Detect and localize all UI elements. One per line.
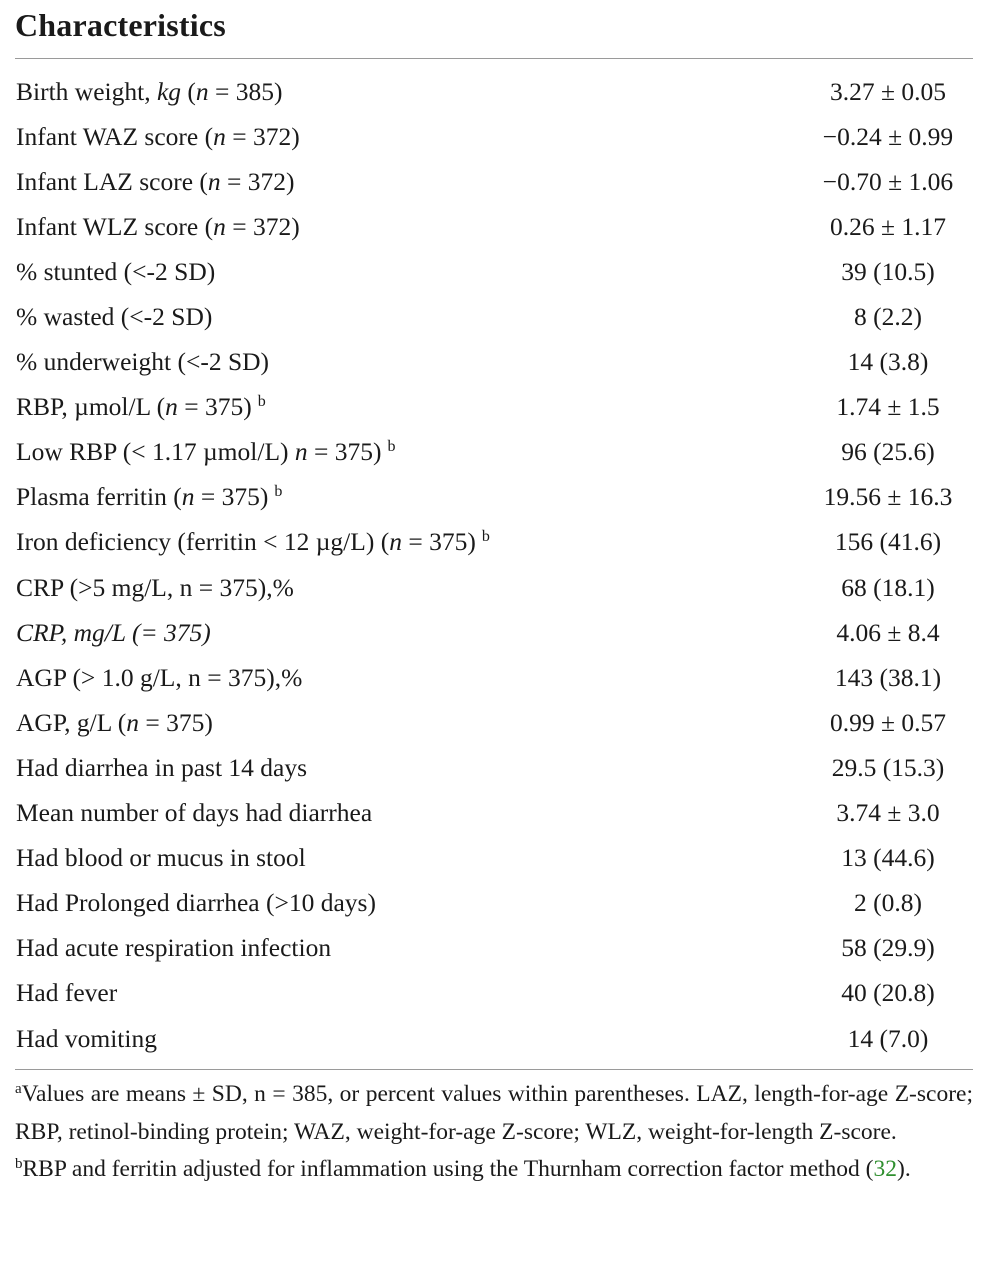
footnote-b-end: ). bbox=[897, 1156, 911, 1183]
row-label bbox=[15, 249, 803, 294]
row-label bbox=[15, 791, 803, 836]
row-label-text: Low RBP (< 1.17 µmol/L) bbox=[16, 437, 289, 467]
row-label bbox=[15, 475, 803, 520]
row-label-n: (n = 375) bbox=[150, 392, 252, 422]
row-label-text: Infant WLZ score bbox=[16, 211, 199, 241]
row-label-text: Had Prolonged diarrhea (>10 days) bbox=[16, 888, 376, 918]
row-label bbox=[15, 700, 803, 745]
row-label bbox=[15, 114, 803, 159]
row-label-n: (n = 372) bbox=[198, 121, 300, 151]
row-label bbox=[15, 565, 803, 610]
row-value: 29.5 (15.3) bbox=[831, 752, 945, 782]
table-row bbox=[15, 836, 973, 881]
row-label bbox=[15, 836, 803, 881]
row-label-text: RBP, µmol/L bbox=[16, 392, 151, 422]
row-label bbox=[15, 1016, 803, 1061]
footnote-divider bbox=[15, 1069, 973, 1070]
row-label bbox=[15, 926, 803, 971]
table-row bbox=[15, 700, 973, 745]
row-label bbox=[15, 881, 803, 926]
table-row bbox=[15, 69, 973, 114]
table-row bbox=[15, 520, 973, 565]
row-label-text: Mean number of days had diarrhea bbox=[16, 798, 373, 828]
table-row bbox=[15, 791, 973, 836]
reference-link[interactable]: 32 bbox=[873, 1156, 898, 1183]
row-label-text: Had diarrhea in past 14 days bbox=[16, 752, 308, 782]
row-label bbox=[15, 971, 803, 1016]
row-value: 4.06 ± 8.4 bbox=[836, 617, 940, 647]
row-footnote-mark: b bbox=[274, 483, 283, 501]
row-label bbox=[15, 69, 803, 114]
footnote-b-text: RBP and ferritin adjusted for inflammation using the Thurnham correction factor method ( bbox=[22, 1156, 874, 1183]
row-value: 96 (25.6) bbox=[841, 437, 935, 467]
row-value: 0.26 ± 1.17 bbox=[830, 211, 946, 241]
row-label bbox=[15, 610, 803, 655]
row-value: 39 (10.5) bbox=[841, 256, 935, 286]
row-value: 14 (3.8) bbox=[847, 347, 929, 377]
row-label-n: (n = 375) bbox=[374, 527, 476, 557]
table-row bbox=[15, 340, 973, 385]
row-value: 58 (29.9) bbox=[841, 933, 935, 963]
row-value: 3.27 ± 0.05 bbox=[830, 76, 946, 106]
row-label-text: Infant WAZ score bbox=[16, 121, 199, 151]
row-footnote-mark: b bbox=[387, 438, 396, 456]
row-value: 143 (38.1) bbox=[834, 662, 942, 692]
row-label bbox=[15, 655, 803, 700]
row-label bbox=[15, 520, 803, 565]
table-body bbox=[15, 69, 973, 1061]
row-value: 68 (18.1) bbox=[841, 572, 935, 602]
row-label bbox=[15, 745, 803, 790]
row-label-text: % stunted (<-2 SD) bbox=[16, 256, 216, 286]
row-label-text: Plasma ferritin bbox=[16, 482, 167, 512]
row-label bbox=[15, 340, 803, 385]
row-label bbox=[15, 385, 803, 430]
row-footnote-mark: b bbox=[481, 528, 490, 546]
table-row bbox=[15, 159, 973, 204]
row-label bbox=[15, 430, 803, 475]
row-value: −0.24 ± 0.99 bbox=[822, 121, 954, 151]
row-label-italic: kg bbox=[156, 76, 182, 106]
row-value: 0.99 ± 0.57 bbox=[830, 707, 946, 737]
table-row bbox=[15, 294, 973, 339]
row-footnote-mark: b bbox=[257, 393, 266, 411]
row-label-n: (n = 385) bbox=[181, 76, 283, 106]
row-label-n: (n = 375) bbox=[166, 482, 269, 512]
footnote-a-mark: a bbox=[15, 1081, 22, 1098]
table-row bbox=[15, 565, 973, 610]
row-label-text: Infant LAZ score bbox=[16, 166, 194, 196]
row-label-n: (n = 375) bbox=[111, 707, 213, 737]
row-label-text: CRP (>5 mg/L, n = 375),% bbox=[16, 572, 294, 602]
row-value: 156 (41.6) bbox=[834, 527, 942, 557]
footnote-a-text: Values are means ± SD, n = 385, or percent values within parentheses. LAZ, length-for-age Z-score; RBP, retinol-binding protein; WAZ, weight-for-age Z-score; WLZ, weight-for-length Z-score. bbox=[15, 1081, 973, 1145]
row-label-text: Birth weight, bbox=[16, 76, 157, 106]
table-row bbox=[15, 385, 973, 430]
row-label-italic: CRP, mg/L (= 375) bbox=[16, 617, 211, 647]
row-value: 3.74 ± 3.0 bbox=[836, 798, 940, 828]
row-value: 13 (44.6) bbox=[841, 843, 935, 873]
table-row bbox=[15, 745, 973, 790]
footnote-b-mark: b bbox=[15, 1156, 23, 1173]
row-label-text: Had blood or mucus in stool bbox=[16, 843, 306, 873]
row-label-text: AGP (> 1.0 g/L, n = 375),% bbox=[16, 662, 303, 692]
row-value: 1.74 ± 1.5 bbox=[836, 392, 940, 422]
row-label-n: n = 375) bbox=[294, 437, 382, 467]
table-row bbox=[15, 249, 973, 294]
table-row bbox=[15, 926, 973, 971]
row-label-text: % underweight (<-2 SD) bbox=[16, 347, 270, 377]
row-label-n: (n = 372) bbox=[193, 166, 295, 196]
row-value: 40 (20.8) bbox=[841, 978, 935, 1008]
table-row bbox=[15, 430, 973, 475]
table-title: Characteristics bbox=[15, 7, 226, 43]
row-value: 19.56 ± 16.3 bbox=[823, 482, 953, 512]
header-divider bbox=[15, 58, 973, 59]
row-label-text: AGP, g/L bbox=[16, 707, 112, 737]
characteristics-table bbox=[15, 0, 973, 1189]
row-label bbox=[15, 159, 803, 204]
table-row bbox=[15, 114, 973, 159]
row-value: 2 (0.8) bbox=[854, 888, 922, 918]
table-row bbox=[15, 655, 973, 700]
row-label-text: Iron deficiency (ferritin < 12 µg/L) bbox=[16, 527, 375, 557]
data-table bbox=[15, 69, 973, 1061]
row-label-text: % wasted (<-2 SD) bbox=[16, 302, 213, 332]
footnote-b bbox=[15, 1151, 973, 1189]
table-row bbox=[15, 1016, 973, 1061]
row-label bbox=[15, 294, 803, 339]
footnotes bbox=[15, 1076, 973, 1189]
table-row bbox=[15, 881, 973, 926]
table-row bbox=[15, 204, 973, 249]
row-label-n: (n = 372) bbox=[198, 211, 300, 241]
row-label-text: Had fever bbox=[16, 978, 118, 1008]
row-value: 8 (2.2) bbox=[854, 302, 922, 332]
footnote-a bbox=[15, 1076, 973, 1151]
table-row bbox=[15, 971, 973, 1016]
table-row bbox=[15, 610, 973, 655]
row-value: −0.70 ± 1.06 bbox=[822, 166, 954, 196]
row-value: 14 (7.0) bbox=[847, 1023, 929, 1053]
row-label-text: Had acute respiration infection bbox=[16, 933, 332, 963]
row-label-text: Had vomiting bbox=[16, 1023, 157, 1053]
table-row bbox=[15, 475, 973, 520]
row-label bbox=[15, 204, 803, 249]
